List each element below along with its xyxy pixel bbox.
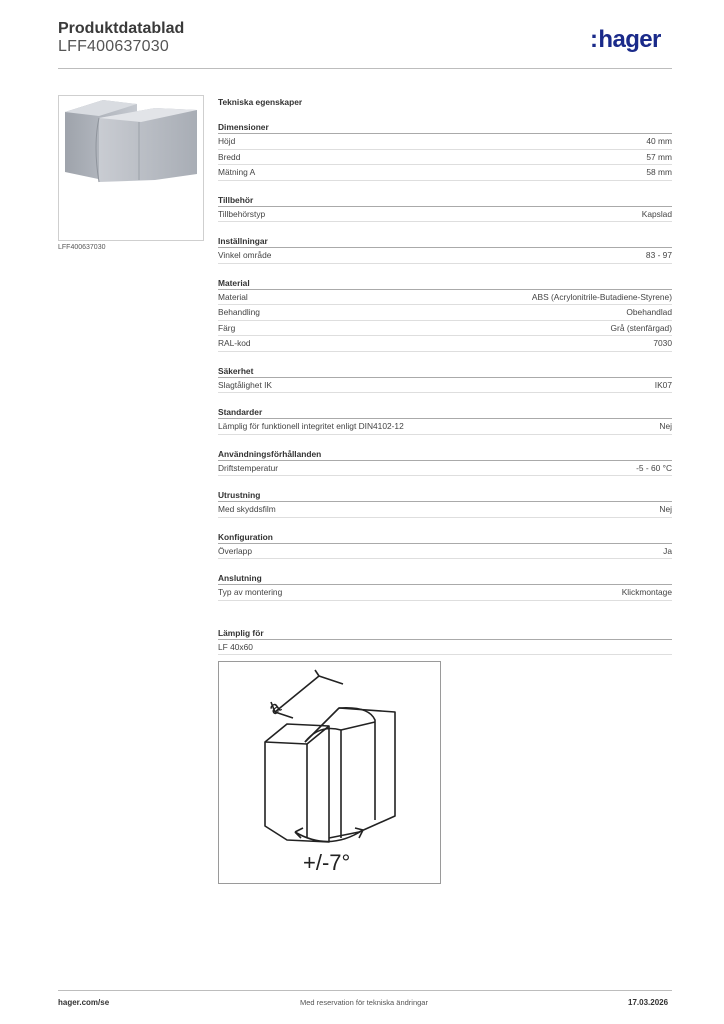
spec-value: Klickmontage [621,587,672,597]
spec-group [218,365,672,394]
spec-value: Ja [663,545,672,556]
spec-value: 40 mm [646,136,672,146]
spec-row [218,378,672,394]
photo-caption: LFF400637030 [58,244,106,251]
spec-value: IK07 [654,379,672,390]
logo-dots: : [590,26,598,53]
disclaimer: Med reservation för tekniska ändringar [300,998,428,1007]
technical-drawing [218,661,441,884]
spec-row [218,290,672,306]
page-title: Produktdatablad [58,20,185,37]
suitable-for-value: LF 40x60 [218,641,253,652]
spec-group [218,448,672,477]
product-photo [58,95,204,241]
spec-value: 83 - 97 [645,250,672,260]
spec-group-title: Anslutning [218,572,672,585]
dimension-a-label: a [264,696,285,719]
spec-row [218,305,672,321]
spec-group [218,277,672,352]
spec-group-title: Utrustning [218,489,672,502]
spec-group-title: Dimensioner [218,121,672,134]
suitable-for-row [218,640,672,656]
spec-key: Höjd [218,136,236,146]
spec-value: ABS (Acrylonitrile-Butadiene-Styrene) [531,291,672,302]
spec-value: Kapslad [641,208,672,219]
spec-value: Grå (stenfärgad) [610,322,672,333]
spec-group-title: Material [218,277,672,290]
website-link[interactable]: hager.com/se [58,998,110,1007]
spec-groups [218,121,672,601]
spec-value: 57 mm [646,151,672,162]
header-divider [58,68,672,69]
spec-value: Nej [659,504,672,514]
spec-key: Behandling [218,307,260,317]
spec-group-title: Inställningar [218,235,672,248]
spec-row [218,321,672,337]
spec-value: Nej [659,421,672,431]
suitable-for-title: Lämplig för [218,627,672,640]
technical-specs [218,96,672,687]
specs-title: Tekniska egenskaper [218,97,303,107]
spec-row [218,502,672,518]
spec-key: Tillbehörstyp [218,208,266,219]
hager-logo[interactable] [590,26,661,54]
spec-group [218,531,672,560]
spec-group-title: Konfiguration [218,531,672,544]
spec-key: Slagtålighet IK [218,379,273,390]
spec-row [218,165,672,181]
spec-key: Vinkel område [218,250,272,260]
spec-key: Mätning A [218,167,256,177]
spec-row [218,419,672,435]
spec-group [218,121,672,181]
spec-value: 7030 [653,338,672,348]
print-date: 17.03.2026 [628,998,669,1007]
spec-group [218,406,672,435]
spec-group-title: Tillbehör [218,194,672,207]
spec-row [218,248,672,264]
product-code: LFF400637030 [58,38,169,55]
spec-row [218,134,672,150]
spec-group [218,572,672,601]
spec-group [218,194,672,223]
footer-divider [58,990,672,991]
product-image [59,96,203,240]
spec-group-title: Säkerhet [218,365,672,378]
spec-key: Typ av montering [218,587,283,597]
spec-key: Bredd [218,151,241,162]
spec-group [218,489,672,518]
spec-group-title: Standarder [218,406,672,419]
spec-key: Material [218,291,248,302]
angle-label: +/-7° [303,850,351,875]
spec-key: Driftstemperatur [218,462,279,473]
spec-key: Överlapp [218,545,252,556]
logo-text: hager [598,26,661,53]
spec-value: 58 mm [646,167,672,177]
spec-value: -5 - 60 °C [636,462,672,473]
spec-row [218,150,672,166]
line-drawing [219,662,440,883]
suitable-for-section [218,627,672,656]
spec-key: RAL-kod [218,338,251,348]
spec-row [218,585,672,601]
spec-group-title: Användningsförhållanden [218,448,672,461]
spec-row [218,544,672,560]
spec-key: Med skyddsfilm [218,504,276,514]
spec-row [218,207,672,223]
spec-group [218,235,672,264]
spec-key: Lämplig för funktionell integritet enligt DIN4102-12 [218,421,404,431]
spec-value: Obehandlad [626,307,672,317]
spec-key: Färg [218,322,236,333]
spec-row [218,336,672,352]
spec-row [218,461,672,477]
